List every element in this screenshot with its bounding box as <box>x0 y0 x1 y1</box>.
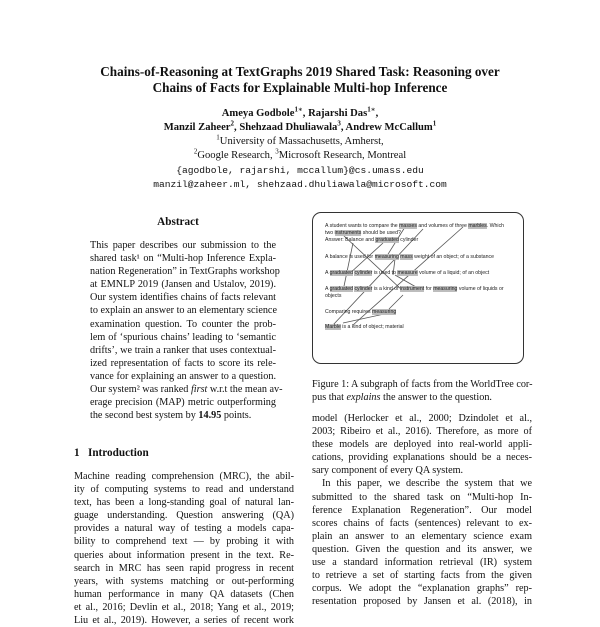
figure-fact-5: Marble is a kind of object; material <box>325 324 404 330</box>
figure-question-line-1: A student wants to compare the masses and volumes of three marbles. Which <box>325 223 505 229</box>
email-line-1[interactable]: {agodbole, rajarshi, mccallum}@cs.umass.edu <box>176 165 424 176</box>
figure-fact-2: A graduated cylinder is used to measure volume of a liquid; of an object <box>325 270 490 276</box>
abstract-heading: Abstract <box>157 216 199 228</box>
paper-title <box>40 64 560 96</box>
affiliation-2: $^2$Google Research, $^3$Microsoft Research, Montreal <box>193 147 407 161</box>
figure-fact-1: A balance is used for measuring mass weight of an object; of a substance <box>325 254 495 260</box>
figure-answer: Answer: Balance and graduated cylinder <box>325 237 419 243</box>
email-line-2[interactable]: manzil@zaheer.ml, shehzaad.dhuliawala@microsoft.com <box>153 179 447 190</box>
connector-line <box>389 295 403 309</box>
right-column-body: model (Herlocker et al., 2000; Dzindolet et al., 2003; Ribeiro et al., 2016). Therefore, as more of these models are deployed into real-world appli- cations, providing explanations should be a neces- sary component of every QA system. In this paper, we describe the system that we submitted to the shared task on “Multi-hop In- ference Explanation Regeneration”. Our model scores chains of facts (sentences) relevant to ex- plain an answer to an elementary science exam question. Given the question and its answer, we use a standard information retrieval (IR) system to retrieve a set of starting facts from the given corpus. We adopt the “explanation graphs” rep- resentation proposed by Jansen et al. (2018), in <box>312 413 532 608</box>
author-line-1: Ameya Godbole$^{1∗}$, Rajarshi Das$^{1∗}$, <box>221 105 379 119</box>
author-line-2: Manzil Zaheer$^2$, Shehzaad Dhuliawala$^3$, Andrew McCallum$^1$ <box>163 119 437 133</box>
figure-1-explanation-graph <box>312 212 524 364</box>
figure-fact-3: A graduated cylinder is a kind of instrument for measuring volume of liquids or <box>325 286 504 292</box>
connector-line <box>343 243 353 291</box>
title-line-1: Chains-of-Reasoning at TextGraphs 2019 Shared Task: Reasoning over <box>100 64 500 79</box>
title-line-2: Chains of Facts for Explainable Multi-hop Inference <box>152 80 448 95</box>
abstract-body: This paper describes our submission to the shared task¹ on “Multi-hop Inference Expla- nation Regeneration” in TextGraphs workshop at EMNLP 2019 (Jansen and Ustalov, 2019). Our system identifies chains of facts relevant to explain an answer to an elementary science examination question. To counter the prob- lem of ‘spurious chains’ leading to ‘semantic drifts’, we train a ranker that uses contextual- ized representation of facts to score its rele- vance for explaining an answer to a question. Our system² was ranked first w.r.t the mean av- erage precision (MAP) metric outperforming the second best system by 14.95 points. <box>90 240 283 422</box>
figure-question-line-2: two instruments should be used? <box>325 230 401 236</box>
introduction-body: Machine reading comprehension (MRC), the abil- ity of computing systems to read and understand text, has been a long-standing goal of natural lan- guage understanding. Question answering (QA) provides a natural way of testing a models capa- bility to comprehend text — by probing it with queries about information present in the text. Re- search in MRC has seen rapid progress in recent years, with systems matching or out-performing human performance in many QA datasets (Chen et al., 2016; Devlin et al., 2018; Yang et al., 2019; Liu et al., 2019). However, a series of recent work <box>74 471 294 627</box>
figure-fact-4: Comparing requires measuring <box>325 309 397 315</box>
introduction-heading: 1 Introduction <box>74 447 149 459</box>
affiliation-1: $^1$University of Massachusetts, Amherst, <box>216 133 384 147</box>
figure-fact-3-continued: objects <box>325 293 342 299</box>
figure-1-caption: Figure 1: A subgraph of facts from the WorldTree cor- pus that explains the answer to the question. <box>312 379 533 404</box>
